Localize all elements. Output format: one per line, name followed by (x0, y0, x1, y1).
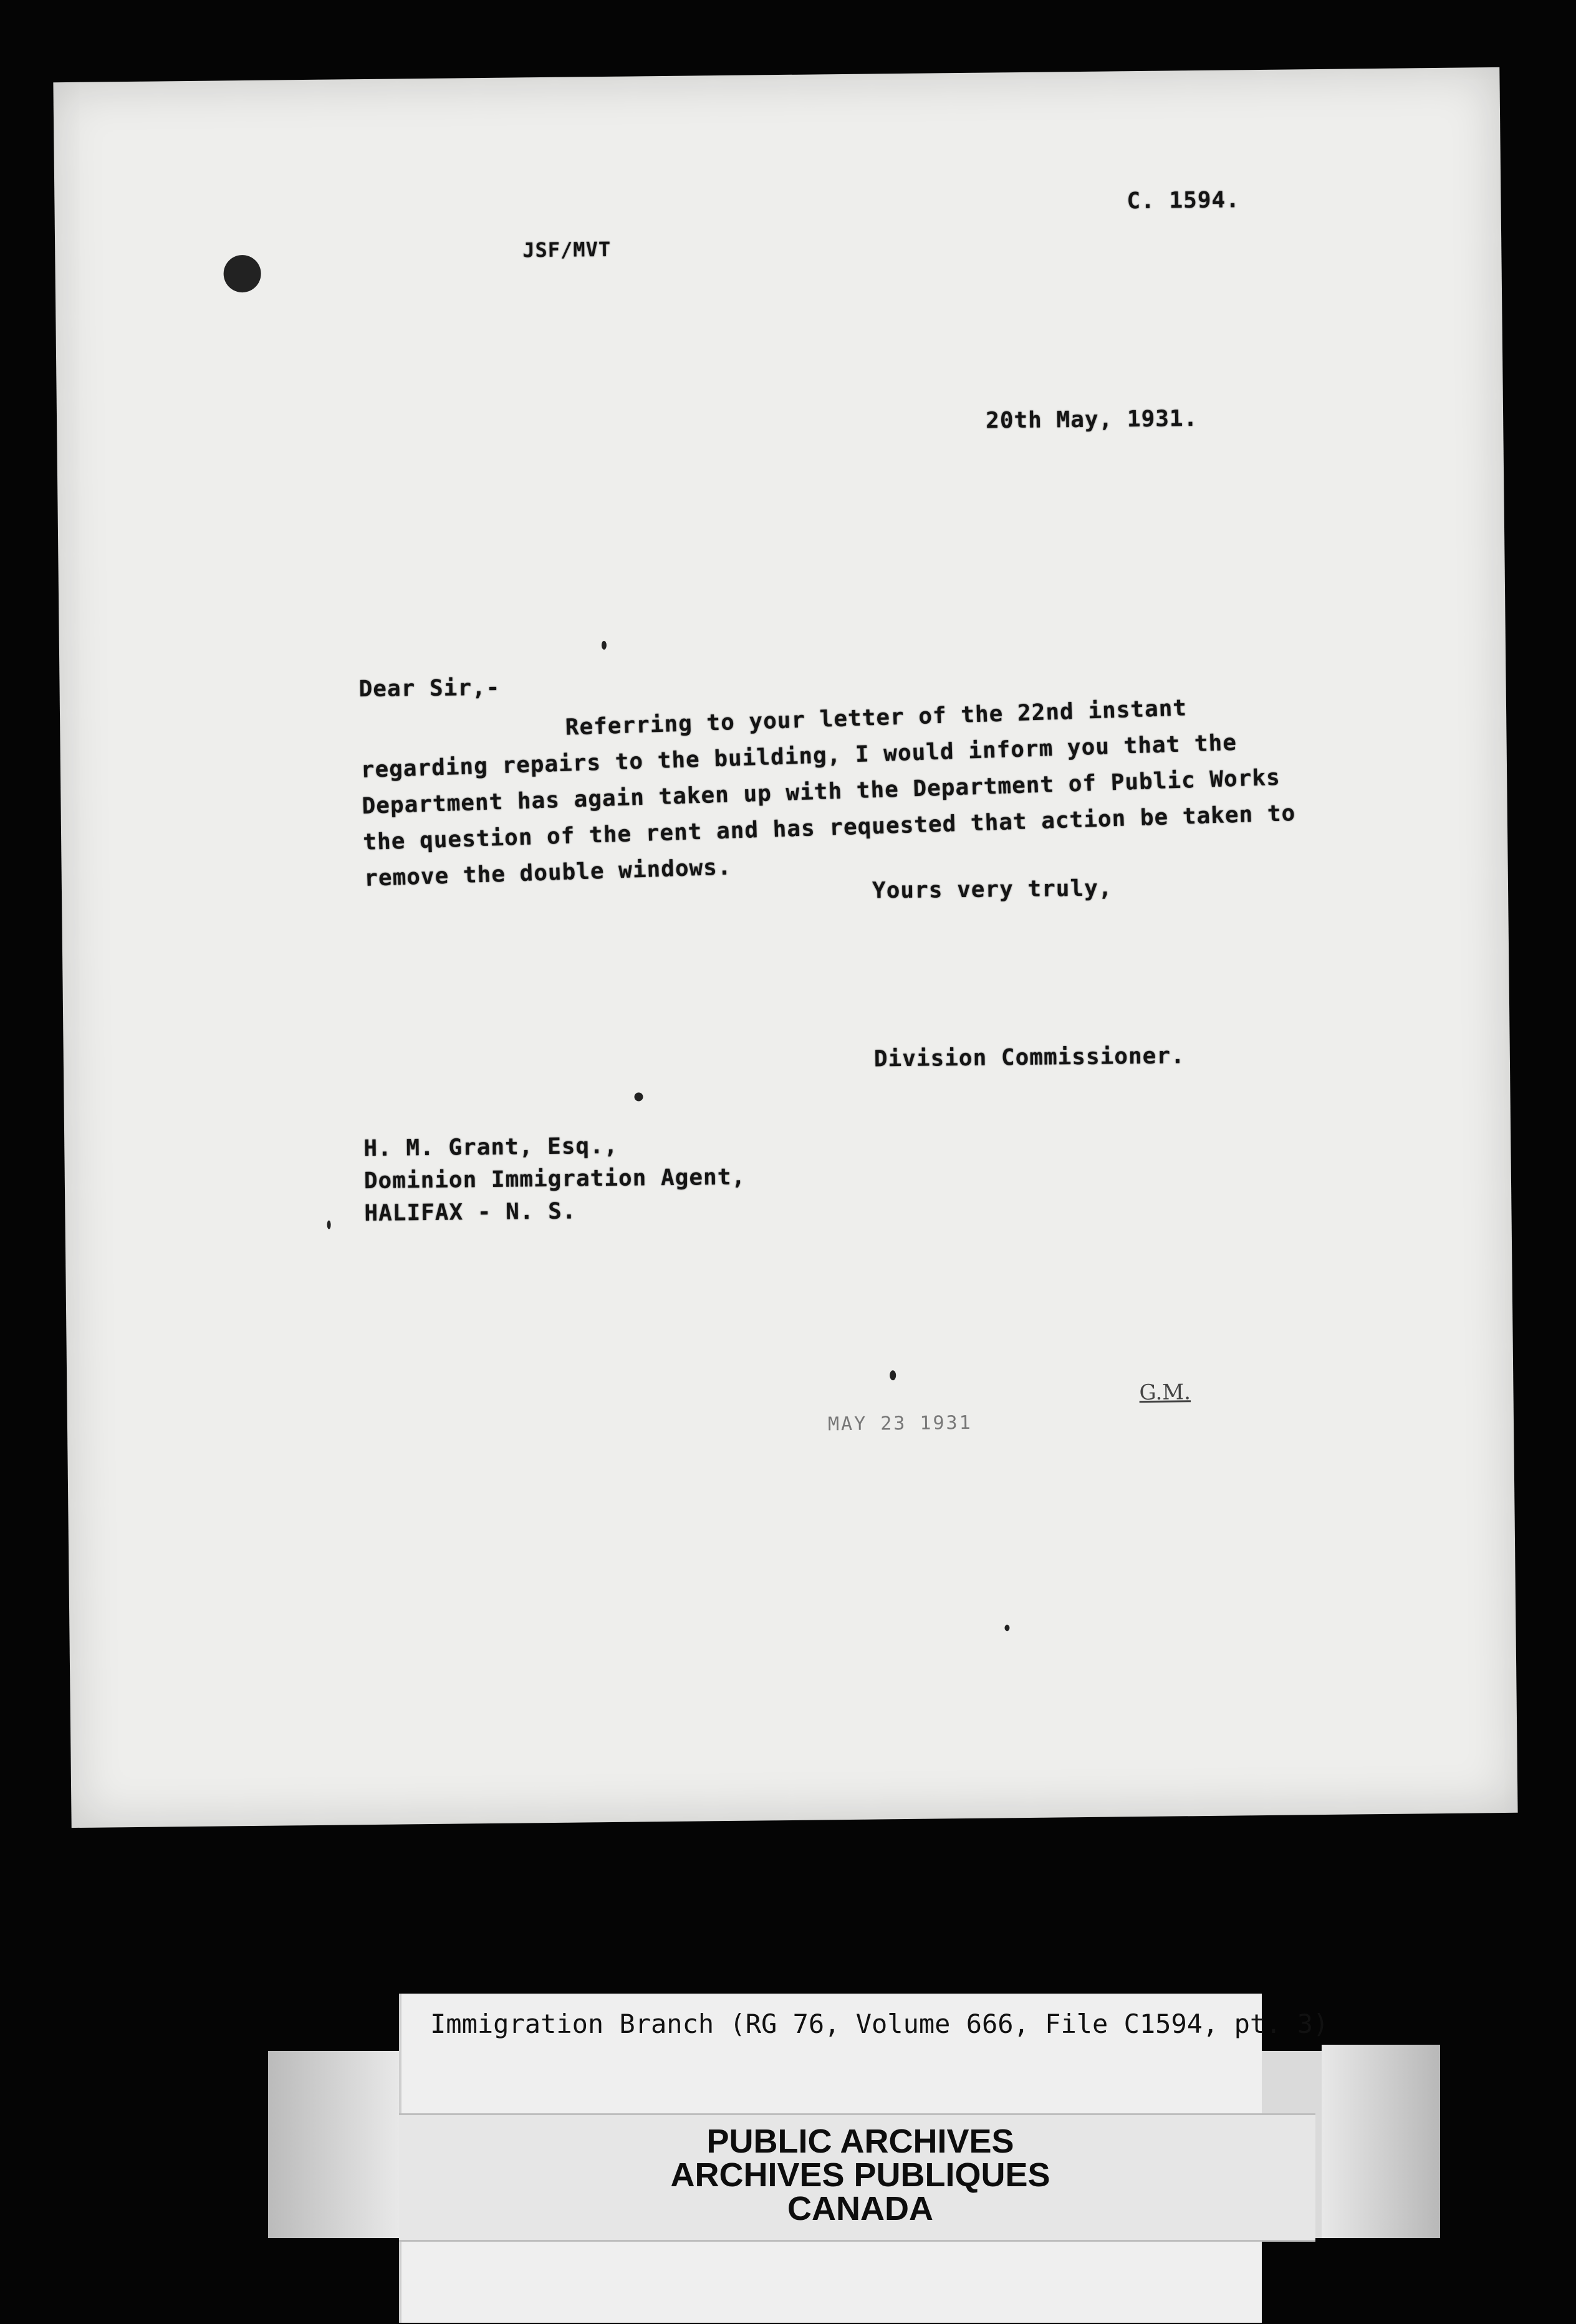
ink-speck (890, 1370, 896, 1380)
ink-blot (223, 255, 261, 293)
archives-stamp (623, 2125, 1097, 2226)
salutation: Dear Sir,- (358, 675, 501, 703)
ink-speck (1004, 1625, 1009, 1631)
ink-speck (602, 641, 607, 650)
archive-band-right-edge (1322, 2045, 1440, 2238)
letter-body: Referring to your letter of the 22nd instant regarding repairs to the building, I would inform you that the Department has again taken up with the Department of Public Works the question of the rent and has requested that action be taken to remove the double windows. (360, 695, 1296, 892)
archive-citation: Immigration Branch (RG 76, Volume 666, File C1594, pt. 3) (430, 2009, 1329, 2039)
addressee-block (363, 1129, 746, 1230)
archives-stamp-line: CANADA (787, 2190, 933, 2227)
addressee-line: H. M. Grant, Esq., (363, 1133, 618, 1162)
addressee-line: Dominion Immigration Agent, (363, 1164, 746, 1194)
received-date-stamp: MAY 23 1931 (827, 1411, 973, 1436)
ink-speck (327, 1221, 331, 1229)
signature-title: Division Commissioner. (873, 1043, 1185, 1072)
archive-band-left-edge (268, 2051, 399, 2238)
addressee-line: HALIFAX - N. S. (364, 1198, 577, 1227)
letter-page (53, 67, 1517, 1828)
letter-date: 20th May, 1931. (985, 406, 1198, 434)
typist-initials: JSF/MVT (522, 237, 612, 262)
handwritten-mark: G.M. (1139, 1380, 1191, 1406)
archives-stamp-line: ARCHIVES PUBLIQUES (670, 2156, 1050, 2194)
archives-stamp-line: PUBLIC ARCHIVES (706, 2123, 1014, 2160)
closing: Yours very truly, (872, 875, 1113, 904)
ink-speck (634, 1092, 643, 1101)
file-reference: C. 1594. (1127, 187, 1241, 214)
